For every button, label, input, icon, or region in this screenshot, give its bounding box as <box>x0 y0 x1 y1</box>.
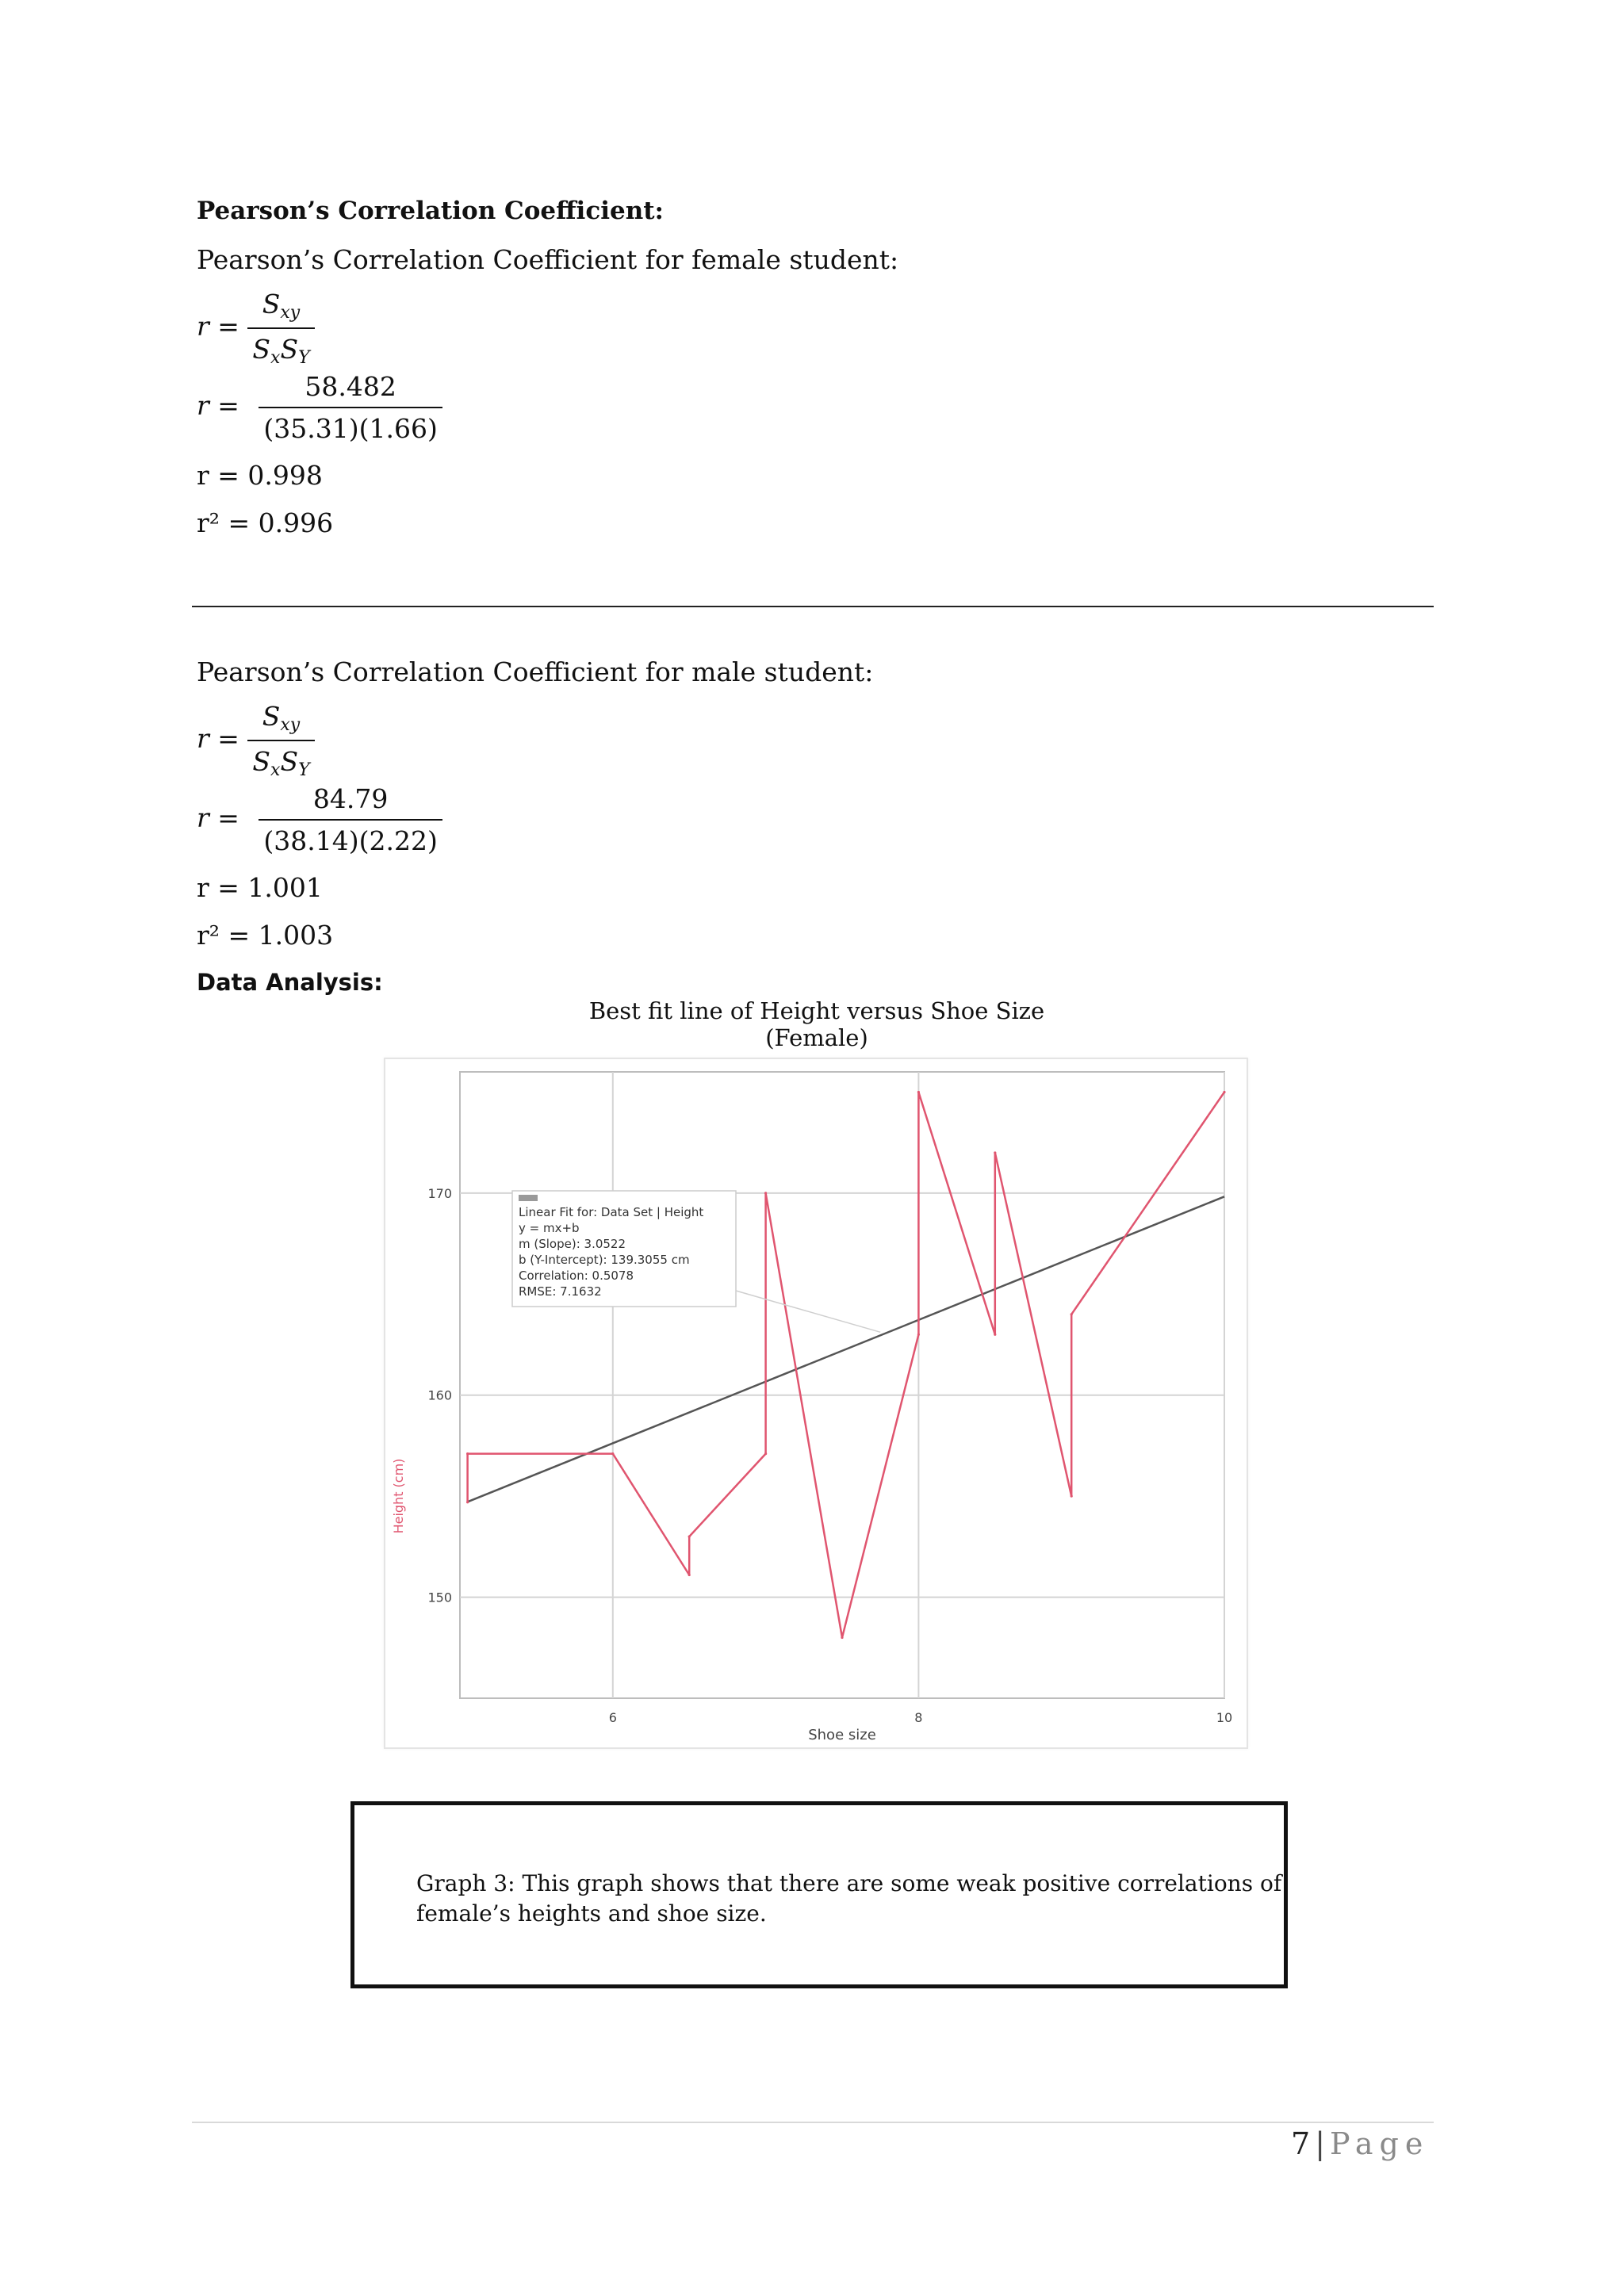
page-number-value: 7 <box>1291 2126 1311 2161</box>
x-tick-label: 6 <box>608 1710 617 1725</box>
female-formula <box>197 289 315 368</box>
male-denominator: (38.14)(2.22) <box>263 825 438 856</box>
female-intro: Pearson’s Correlation Coefficient for female student: <box>197 244 899 275</box>
formula-fraction: $\frac{S_{xy}}{S_xS_Y}$ <box>247 289 314 368</box>
annotation-line: y = mx+b <box>519 1221 580 1235</box>
page-word: Page <box>1330 2126 1430 2161</box>
annotation-line: Correlation: 0.5078 <box>519 1269 634 1283</box>
female-r-value: r = 0.998 <box>197 460 323 491</box>
male-formula: r = $\frac{S_{xy}}{S_xS_Y}$ <box>197 701 315 780</box>
data-point <box>1223 1091 1225 1093</box>
male-substitution: r = $\frac{84.79}{(38.14)(2.22)}$ <box>197 783 442 856</box>
male-r-value: r = 1.001 <box>197 872 323 903</box>
caption-line-2: female’s heights and shoe size. <box>416 1900 767 1927</box>
data-point <box>1071 1495 1073 1498</box>
y-tick-label: 160 <box>427 1387 452 1403</box>
x-axis-label: Shoe size <box>808 1727 876 1743</box>
chart-svg <box>385 1059 1247 1747</box>
annotation-line: RMSE: 7.1632 <box>519 1284 602 1299</box>
x-tick-label: 8 <box>914 1710 923 1725</box>
chart-frame <box>384 1058 1248 1749</box>
section-title: Pearson’s Correlation Coefficient: <box>197 197 664 225</box>
data-point <box>688 1574 691 1576</box>
caption-box <box>350 1801 1288 1988</box>
male-intro: Pearson’s Correlation Coefficient for male student: <box>197 656 874 687</box>
female-substitution: r = $\frac{58.482}{(35.31)(1.66)}$ <box>197 371 442 444</box>
caption-line-1: Graph 3: This graph shows that there are some weak positive correlations of <box>416 1870 1282 1896</box>
y-tick-label: 170 <box>427 1185 452 1201</box>
male-fraction <box>259 783 442 856</box>
data-point <box>688 1536 691 1538</box>
chart-title: Best fit line of Height versus Shoe Size (Female) <box>588 997 1045 1051</box>
female-numerator: 58.482 <box>259 371 442 408</box>
data-point <box>764 1452 767 1455</box>
data-analysis-heading: Data Analysis: <box>197 969 383 996</box>
data-point <box>841 1636 843 1639</box>
annotation-line: Linear Fit for: Data Set | Height <box>519 1205 704 1219</box>
y-axis-label: Height (cm) <box>391 1458 406 1534</box>
female-r2-value: r² = 0.996 <box>197 507 334 538</box>
data-point <box>611 1452 614 1455</box>
data-point <box>917 1091 920 1093</box>
y-tick-label: 150 <box>427 1590 452 1605</box>
male-numerator: 84.79 <box>259 783 442 821</box>
x-tick-label: 10 <box>1216 1710 1233 1725</box>
data-point <box>1071 1313 1073 1315</box>
formula-fraction: $\frac{S_{xy}}{S_xS_Y}$ <box>247 701 314 780</box>
data-point <box>466 1452 469 1455</box>
data-point <box>764 1192 767 1194</box>
male-r2-value: r² = 1.003 <box>197 920 334 951</box>
female-denominator: (35.31)(1.66) <box>263 413 438 444</box>
data-point <box>917 1334 920 1336</box>
annotation-line: b (Y-Intercept): 139.3055 cm <box>519 1253 690 1267</box>
female-fraction <box>259 371 442 444</box>
data-point <box>466 1501 469 1503</box>
page-number-separator: | <box>1315 2126 1325 2161</box>
section-divider <box>192 606 1434 607</box>
page-number <box>1291 2126 1429 2161</box>
data-point <box>994 1151 996 1154</box>
annotation-handle-icon <box>519 1195 538 1201</box>
formula-lhs: r = <box>197 311 239 342</box>
annotation-line: m (Slope): 3.0522 <box>519 1237 626 1251</box>
footer-divider <box>192 2122 1434 2123</box>
data-point <box>994 1334 996 1336</box>
plot-area <box>460 1072 1224 1698</box>
